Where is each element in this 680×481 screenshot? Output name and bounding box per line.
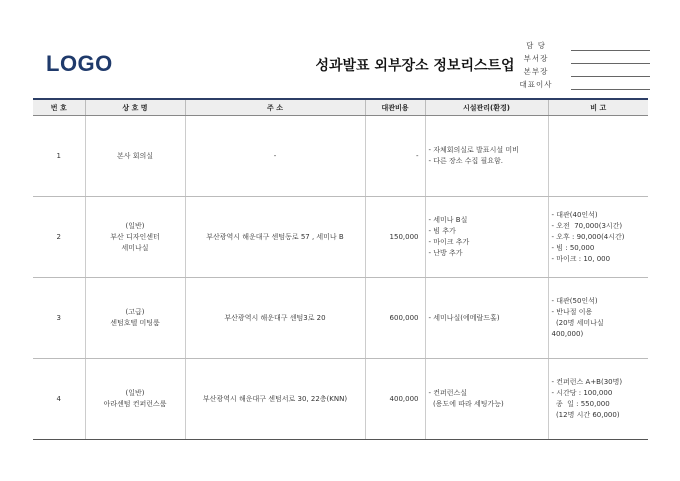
cell-facility [425, 278, 548, 359]
header-facility: 시설관리(환경) [425, 99, 548, 116]
remarks-line: (12명 시간 60,000) [551, 411, 620, 419]
signature-line[interactable] [571, 81, 650, 90]
logo: LOGO [46, 51, 113, 76]
approval-label: 본부장 [523, 67, 549, 76]
facility-line: - 자체회의실로 발표시설 미비 [428, 146, 519, 154]
cell-remarks [548, 359, 648, 440]
name-line: (고급) [125, 308, 145, 316]
cell-address: 부산광역시 해운대구 센텀3로 20 [185, 278, 365, 359]
name-line: 센텀호텔 미팅룸 [110, 319, 160, 327]
name-line: (일반) [125, 389, 145, 397]
facility-line: - 다른 장소 수집 필요함. [428, 157, 504, 165]
cell-name [85, 278, 185, 359]
cell-number: 1 [33, 116, 85, 197]
facility-line: - 세미나 B실 [428, 216, 468, 224]
approval-label: 담 당 [526, 41, 546, 50]
cell-name [85, 359, 185, 440]
facility-line: - 세미나실(에메랄드홀) [428, 313, 500, 322]
remarks-line: - 오후 : 90,000(4시간) [551, 232, 625, 241]
cell-cost: - [365, 116, 425, 197]
cell-cost: 150,000 [365, 197, 425, 278]
cell-name [85, 116, 185, 197]
remarks-line: - 오전 70,000(3시간) [551, 221, 623, 230]
cell-number: 2 [33, 197, 85, 278]
cell-facility [425, 116, 548, 197]
cell-remarks [548, 197, 648, 278]
remarks-line: 400,000) [551, 330, 584, 338]
table-header-row [33, 99, 648, 116]
cell-cost: 600,000 [365, 278, 425, 359]
approval-block [515, 39, 650, 91]
approval-label: 대표이사 [519, 80, 553, 89]
table-row [33, 116, 648, 197]
cell-address: 부산광역시 해운대구 센텀동로 57 , 세미나 B [185, 197, 365, 278]
table-row [33, 197, 648, 278]
facility-line: - 난방 추가 [428, 249, 463, 257]
remarks-line: - 대관(40인석) [551, 210, 598, 219]
name-line: 세미나실 [121, 243, 149, 252]
approval-row [515, 39, 650, 51]
facility-line: - 빔 추가 [428, 227, 456, 235]
cell-address: - [185, 116, 365, 197]
signature-line[interactable] [571, 42, 650, 51]
remarks-line: - 빔 : 50,000 [551, 243, 595, 252]
cell-facility [425, 359, 548, 440]
facility-line: - 컨퍼런스실 [428, 389, 468, 397]
remarks-line: (20명 세미나실 [551, 319, 604, 327]
table-row [33, 278, 648, 359]
cell-number: 4 [33, 359, 85, 440]
remarks-line: 종 일 : 550,000 [551, 400, 610, 408]
facility-line: (용도에 따라 세팅가능) [428, 400, 504, 408]
header-name: 상 호 명 [85, 99, 185, 116]
remarks-line: - 대관(50인석) [551, 297, 598, 305]
cell-facility [425, 197, 548, 278]
name-line: 부산 디자인센터 [110, 232, 160, 241]
remarks-line: - 시간당 : 100,000 [551, 389, 613, 397]
name-line: (일반) [125, 221, 145, 230]
signature-line[interactable] [571, 55, 650, 64]
header-address: 주 소 [185, 99, 365, 116]
cell-number: 3 [33, 278, 85, 359]
name-line: 본사 회의실 [116, 151, 154, 160]
remarks-line: - 반나절 이용 [551, 308, 593, 316]
facility-line: - 마이크 추가 [428, 238, 470, 246]
approval-row [515, 78, 650, 90]
approval-row [515, 65, 650, 77]
remarks-line: - 컨퍼런스 A+B(30명) [551, 378, 623, 386]
cell-remarks [548, 116, 648, 197]
cell-name [85, 197, 185, 278]
remarks-line: - 마이크 : 10, 000 [551, 254, 611, 263]
header-remarks: 비 고 [548, 99, 648, 116]
header-cost: 대관비용 [365, 99, 425, 116]
approval-row [515, 52, 650, 64]
cell-remarks [548, 278, 648, 359]
document-title-text: 성과발표 외부장소 정보리스트업 [315, 58, 515, 74]
header-number: 번 호 [33, 99, 85, 116]
name-line: 아라센텀 컨퍼런스룸 [103, 400, 167, 408]
cell-address: 부산광역시 해운대구 센텀서로 30, 22층(KNN) [185, 359, 365, 440]
signature-line[interactable] [571, 68, 650, 77]
venue-table [33, 98, 648, 440]
table-row [33, 359, 648, 440]
cell-cost: 400,000 [365, 359, 425, 440]
approval-label: 부서장 [523, 54, 549, 63]
